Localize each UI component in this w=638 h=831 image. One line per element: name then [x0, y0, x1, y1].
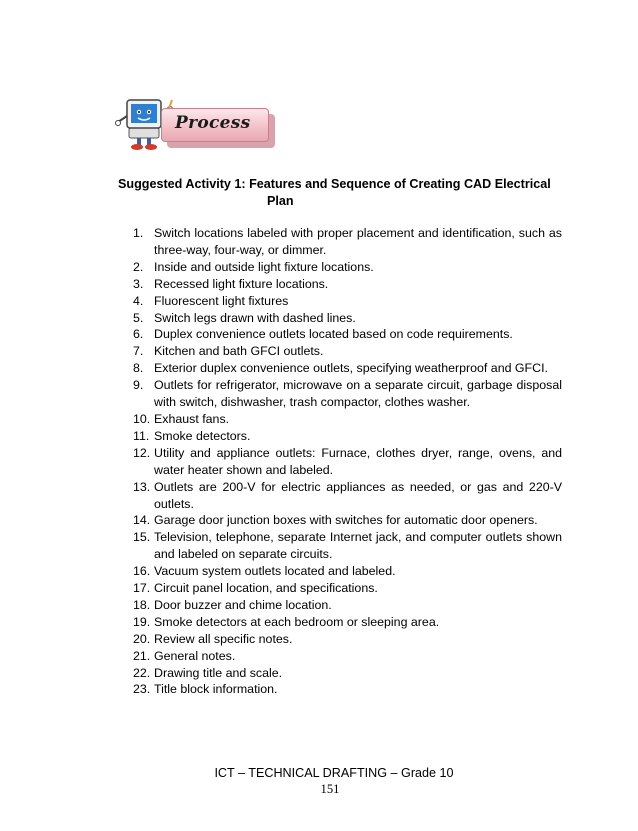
list-item: [133, 326, 562, 343]
item-text: Kitchen and bath GFCI outlets.: [154, 344, 324, 359]
item-number: 19.: [133, 614, 151, 629]
item-number: 22.: [133, 665, 151, 680]
item-number: 9.: [133, 378, 144, 393]
list-item: [133, 411, 562, 428]
item-number: 14.: [133, 513, 151, 528]
list-item: [133, 445, 562, 479]
item-text: Duplex convenience outlets located based on code requirements.: [154, 327, 513, 342]
item-text: Garage door junction boxes with switches for automatic door openers.: [154, 513, 538, 528]
item-number: 4.: [133, 293, 144, 308]
item-text: Title block information.: [154, 682, 278, 697]
list-item: [133, 614, 562, 631]
list-item: [133, 259, 562, 276]
page-number: 151: [320, 782, 340, 796]
item-text: Fluorescent light fixtures: [154, 293, 289, 308]
banner-label: Process: [175, 113, 251, 133]
item-text: Outlets are 200-V for electric appliances as needed, or gas and 220-V outlets.: [154, 479, 562, 511]
list-item: [133, 428, 562, 445]
item-number: 17.: [133, 581, 151, 596]
item-text: Outlets for refrigerator, microwave on a separate circuit, garbage disposal with switch, dishwasher, trash compactor, clothes washer.: [154, 378, 562, 410]
list-item: [133, 648, 562, 665]
list-item: [133, 597, 562, 614]
list-item: [133, 377, 562, 411]
item-number: 16.: [133, 564, 151, 579]
item-text: Smoke detectors at each bedroom or sleeping area.: [154, 614, 440, 629]
item-number: 20.: [133, 631, 151, 646]
item-text: Smoke detectors.: [154, 428, 251, 443]
list-item: [133, 681, 562, 698]
item-number: 6.: [133, 327, 144, 342]
process-banner: [115, 92, 275, 154]
item-number: 7.: [133, 344, 144, 359]
item-text: General notes.: [154, 648, 236, 663]
list-item: [133, 631, 562, 648]
list-item: [133, 665, 562, 682]
item-text: Door buzzer and chime location.: [154, 597, 332, 612]
item-text: Circuit panel location, and specifications.: [154, 581, 378, 596]
list-item: [133, 276, 562, 293]
item-text: Vacuum system outlets located and labeled.: [154, 564, 396, 579]
item-number: 21.: [133, 648, 151, 663]
item-number: 13.: [133, 479, 151, 494]
list-item: [133, 512, 562, 529]
list-item: [133, 580, 562, 597]
item-text: Exhaust fans.: [154, 411, 230, 426]
item-text: Recessed light fixture locations.: [154, 276, 329, 291]
list-item: [133, 529, 562, 563]
item-text: Switch locations labeled with proper placement and identification, such as three-way, four-way, or dimmer.: [154, 226, 562, 257]
item-number: 8.: [133, 361, 144, 376]
item-number: 2.: [133, 259, 144, 274]
item-number: 15.: [133, 530, 151, 545]
item-number: 1.: [133, 226, 144, 240]
item-text: Review all specific notes.: [154, 631, 293, 646]
item-number: 3.: [133, 276, 144, 291]
item-text: Television, telephone, separate Internet jack, and computer outlets shown and labeled on separate circuits.: [154, 530, 562, 562]
item-number: 12.: [133, 445, 151, 460]
list-item: [133, 360, 562, 377]
heading-line-2: Plan: [267, 194, 294, 208]
item-text: Drawing title and scale.: [154, 665, 283, 680]
list-item: [133, 343, 562, 360]
item-number: 10.: [133, 411, 151, 426]
activity-heading: [118, 176, 563, 210]
item-number: 18.: [133, 597, 151, 612]
list-item: [133, 293, 562, 310]
item-number: 23.: [133, 682, 151, 697]
item-text: Utility and appliance outlets: Furnace, clothes dryer, range, ovens, and water heater shown and labeled.: [154, 445, 562, 477]
item-text: Switch legs drawn with dashed lines.: [154, 310, 356, 325]
heading-line-1: Suggested Activity 1: Features and Sequence of Creating CAD Electrical: [118, 177, 551, 191]
list-item: [133, 479, 562, 513]
list-item: [133, 310, 562, 327]
item-text: Inside and outside light fixture locations.: [154, 259, 374, 274]
steps-list: [133, 225, 562, 698]
item-text: Exterior duplex convenience outlets, specifying weatherproof and GFCI.: [154, 361, 548, 376]
item-number: 5.: [133, 310, 144, 325]
item-number: 11.: [133, 428, 150, 443]
list-item: [133, 225, 562, 259]
list-item: [133, 563, 562, 580]
footer-title: ICT – TECHNICAL DRAFTING – Grade 10: [214, 766, 454, 780]
